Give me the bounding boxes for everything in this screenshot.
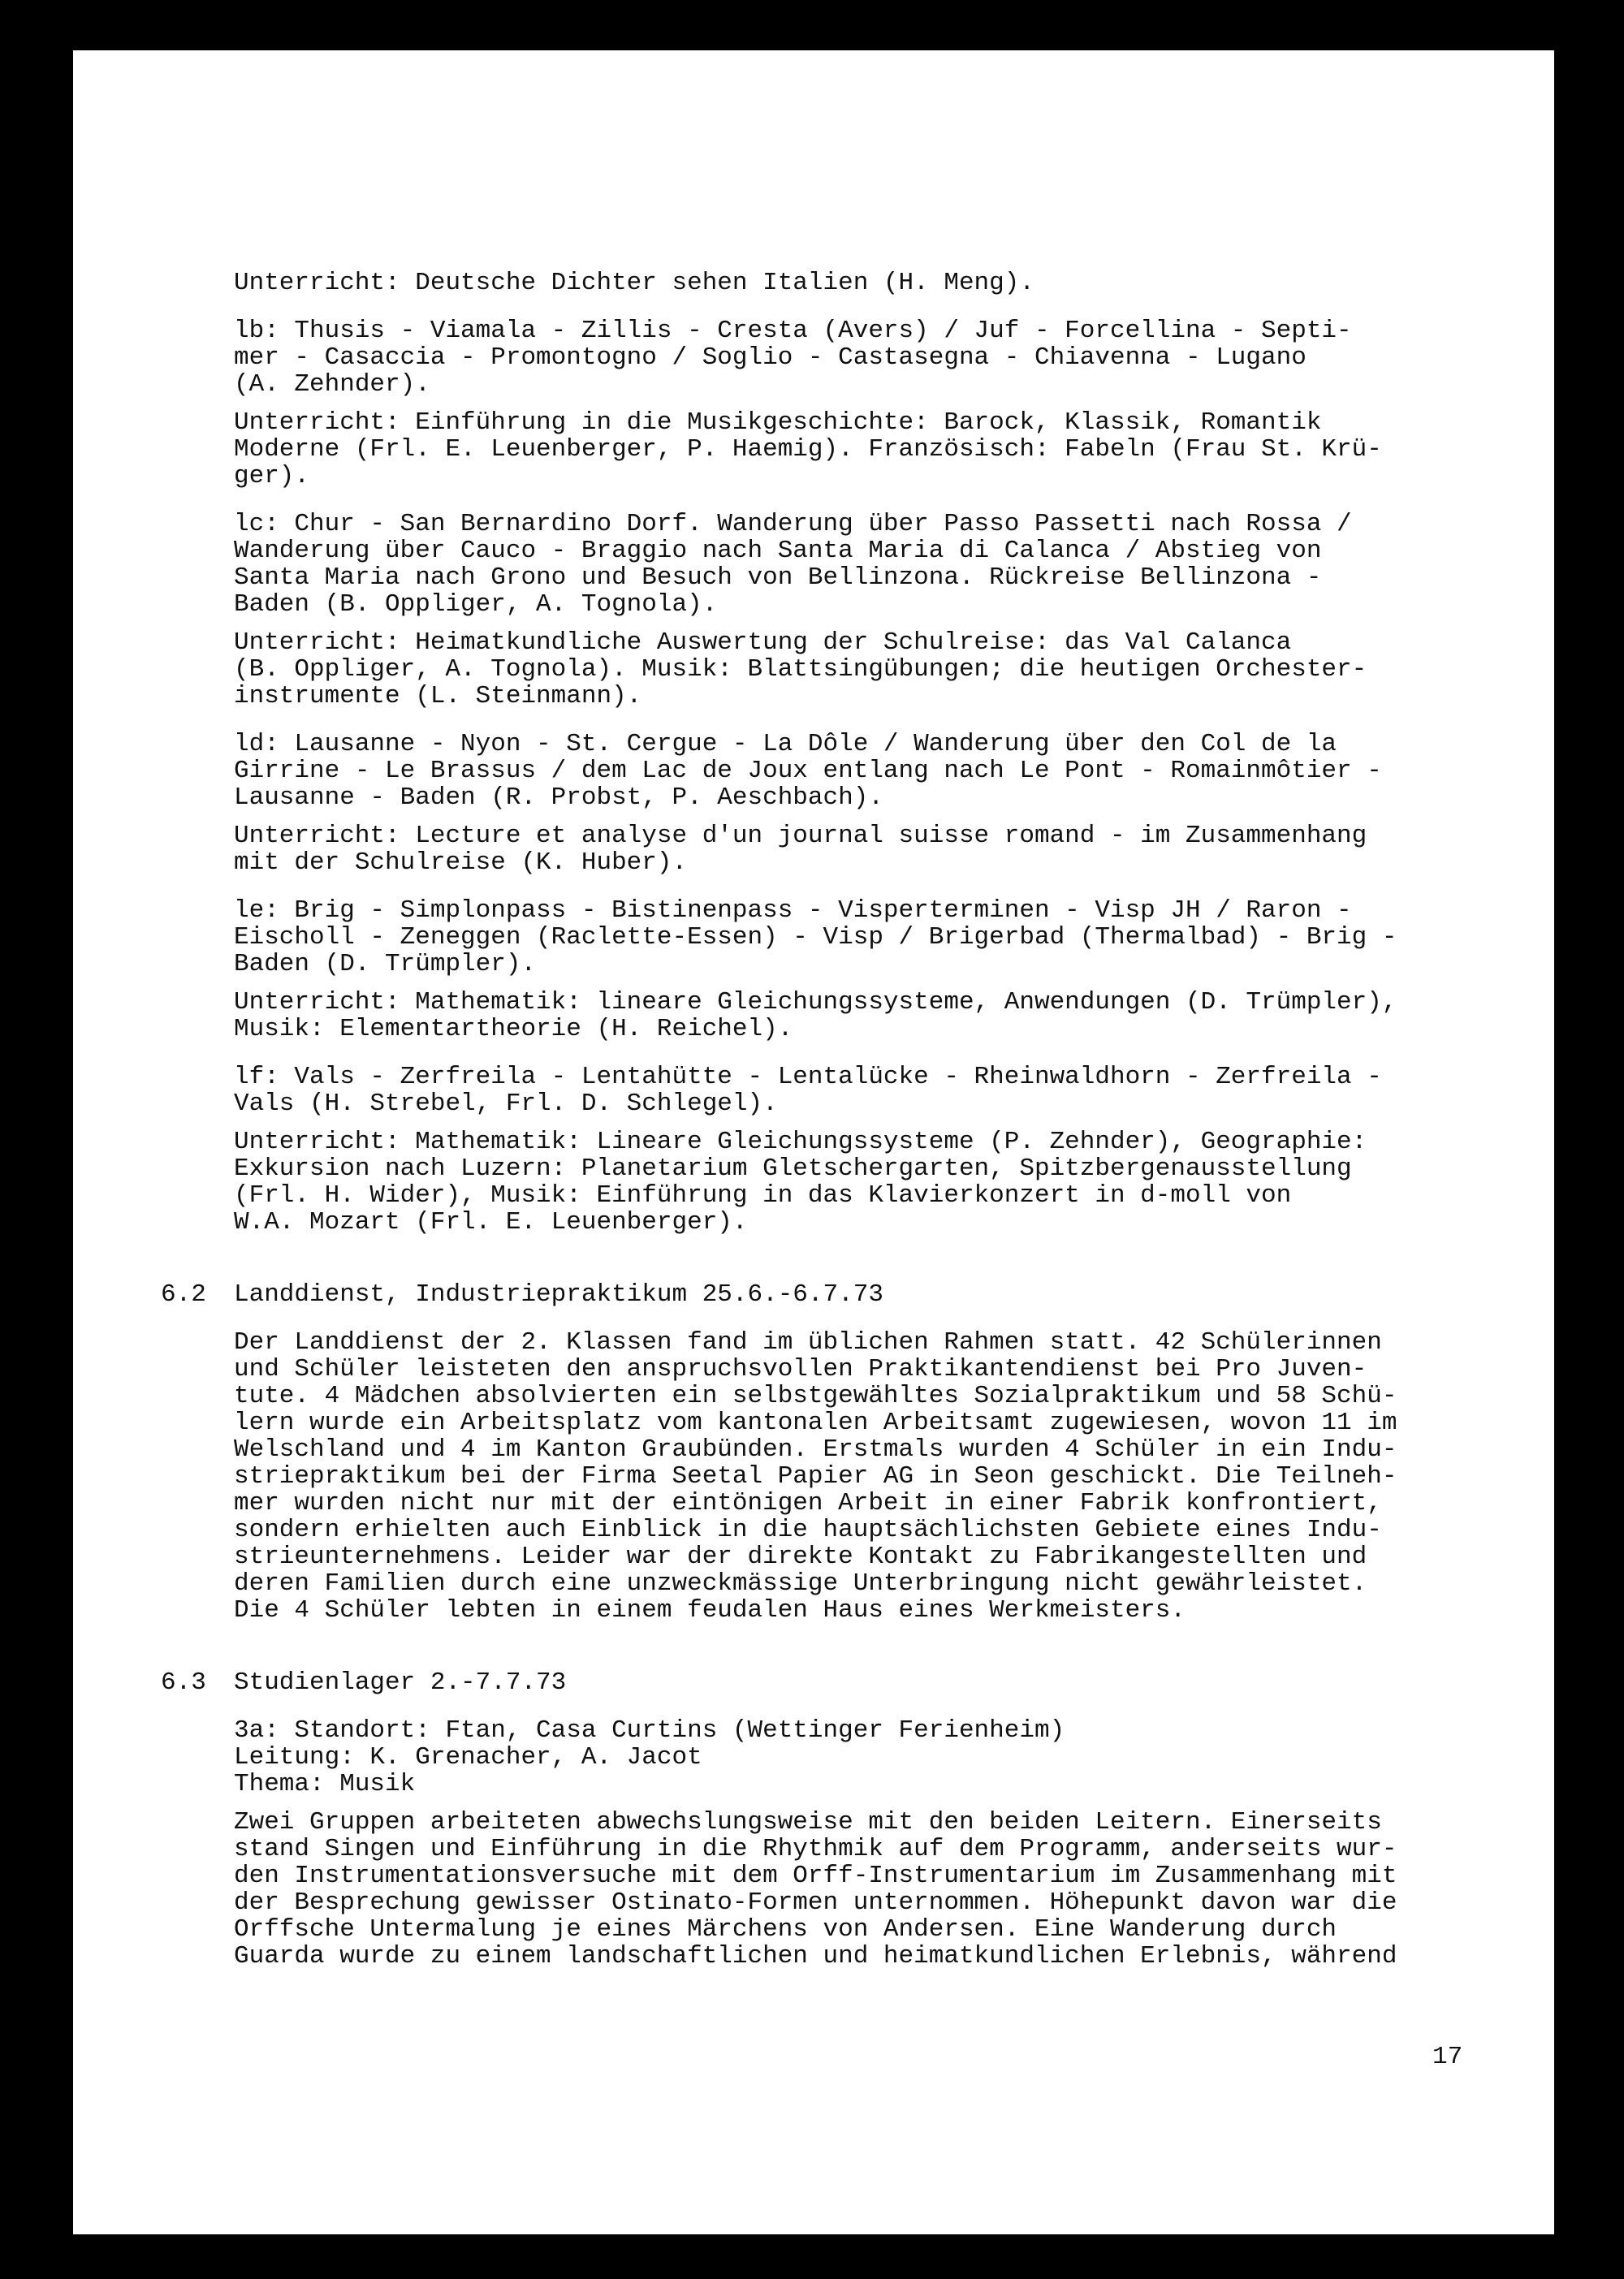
text-line: Moderne (Frl. E. Leuenberger, P. Haemig). Französisch: Fabeln (Frau St. Krü- [234,435,1382,464]
text-line: Lausanne - Baden (R. Probst, P. Aeschbach). [234,783,883,812]
text-line: mit der Schulreise (K. Huber). [234,848,688,877]
trip-entry-lb [234,317,1501,490]
trip-route [234,897,1501,978]
text-line: Orffsche Untermalung je eines Märchens von Andersen. Eine Wanderung durch [234,1915,1337,1944]
document-page [73,50,1554,2234]
text-line: stand Singen und Einführung in die Rhythmik auf dem Programm, anderseits wur- [234,1835,1397,1863]
trip-route [234,511,1501,618]
trip-lesson [234,409,1501,490]
section-paragraph [234,1809,1501,1970]
text-line: lc: Chur - San Bernardino Dorf. Wanderung über Passo Passetti nach Rossa / [234,510,1352,538]
section-number: 6.3 [161,1668,206,1697]
text-line: lf: Vals - Zerfreila - Lentahütte - Lentalücke - Rheinwaldhorn - Zerfreila - [234,1063,1382,1091]
text-line: Baden (D. Trümpler). [234,950,537,978]
text-line: Unterricht: Mathematik: Lineare Gleichungssysteme (P. Zehnder), Geographie: [234,1128,1367,1156]
text-line: Guarda wurde zu einem landschaftlichen und heimatkundlichen Erlebnis, während [234,1942,1397,1970]
text-line: lern wurde ein Arbeitsplatz vom kantonalen Arbeitsamt zugewiesen, wovon 11 im [234,1409,1397,1437]
trip-route [234,1064,1501,1117]
text-line: Unterricht: Heimatkundliche Auswertung der Schulreise: das Val Calanca [234,628,1292,657]
text-line: le: Brig - Simplonpass - Bistinenpass - Visperterminen - Visp JH / Raron - [234,896,1352,925]
trip-lesson [234,989,1501,1042]
intro-lesson [234,270,1501,296]
trip-entry-ld [234,731,1501,876]
page-number: 17 [1432,2043,1463,2071]
text-line: der Besprechung gewisser Ostinato-Formen unternommen. Höhepunkt davon war die [234,1888,1397,1917]
text-line: und Schüler leisteten den anspruchsvollen Praktikantendienst bei Pro Juven- [234,1355,1367,1383]
trip-entry-le [234,897,1501,1042]
section-title: Studienlager 2.-7.7.73 [234,1668,567,1697]
text-line: mer - Casaccia - Promontogno / Soglio - Castasegna - Chiavenna - Lugano [234,343,1307,372]
trip-route [234,731,1501,811]
text-line: instrumente (L. Steinmann). [234,682,642,710]
text-line: strieunternehmens. Leider war der direkte Kontakt zu Fabrikangestellten und [234,1543,1367,1571]
camp-details [234,1717,1501,1798]
trip-entry-lf [234,1064,1501,1236]
text-line: W.A. Mozart (Frl. E. Leuenberger). [234,1208,748,1237]
text-line: Vals (H. Strebel, Frl. D. Schlegel). [234,1090,778,1118]
trip-lesson [234,1129,1501,1236]
trip-route [234,317,1501,398]
text-line: Leitung: K. Grenacher, A. Jacot [234,1743,702,1772]
section-title: Landdienst, Industriepraktikum 25.6.-6.7.73 [234,1280,883,1309]
text-line: Musik: Elementartheorie (H. Reichel). [234,1015,793,1043]
text-line: Girrine - Le Brassus / dem Lac de Joux entlang nach Le Pont - Romainmôtier - [234,757,1382,785]
text-line: Unterricht: Einführung in die Musikgeschichte: Barock, Klassik, Romantik [234,408,1322,437]
text-line: striepraktikum bei der Firma Seetal Papier AG in Seon geschickt. Die Teilneh- [234,1462,1397,1491]
text-line: Baden (B. Oppliger, A. Tognola). [234,590,718,619]
text-line: (A. Zehnder). [234,370,430,399]
text-line: Thema: Musik [234,1770,416,1798]
section-number: 6.2 [161,1280,206,1309]
text-line: Santa Maria nach Grono und Besuch von Bellinzona. Rückreise Bellinzona - [234,563,1322,592]
text-line: Welschland und 4 im Kanton Graubünden. Erstmals wurden 4 Schüler in ein Indu- [234,1435,1397,1464]
text-line: deren Familien durch eine unzweckmässige Unterbringung nicht gewährleistet. [234,1569,1367,1598]
text-line: (Frl. H. Wider), Musik: Einführung in das Klavierkonzert in d-moll von [234,1181,1292,1210]
text-line: Der Landdienst der 2. Klassen fand im üblichen Rahmen statt. 42 Schülerinnen [234,1328,1382,1357]
text-line: ld: Lausanne - Nyon - St. Cergue - La Dôle / Wanderung über den Col de la [234,730,1337,758]
text-line: Unterricht: Lecture et analyse d'un journal suisse romand - im Zusammenhang [234,822,1367,850]
text-line: Unterricht: Mathematik: lineare Gleichungssysteme, Anwendungen (D. Trümpler), [234,988,1397,1016]
page-content [161,269,1501,1970]
text-line: den Instrumentationsversuche mit dem Orff-Instrumentarium im Zusammenhang mit [234,1862,1397,1890]
trip-entry-lc [234,511,1501,710]
text-line: Wanderung über Cauco - Braggio nach Santa Maria di Calanca / Abstieg von [234,537,1322,565]
text-line: Die 4 Schüler lebten in einem feudalen Haus eines Werkmeisters. [234,1596,1186,1625]
text-line: mer wurden nicht nur mit der eintönigen Arbeit in einer Fabrik konfrontiert, [234,1489,1382,1517]
trip-lesson [234,822,1501,876]
section-heading-6-3 [161,1668,1501,1697]
section-paragraph [234,1329,1501,1624]
text-line: Exkursion nach Luzern: Planetarium Gletschergarten, Spitzbergenausstellung [234,1155,1352,1183]
trip-lesson [234,629,1501,710]
text-line: Unterricht: Deutsche Dichter sehen Italien (H. Meng). [234,269,1034,297]
text-line: Zwei Gruppen arbeiteten abwechslungsweise mit den beiden Leitern. Einerseits [234,1808,1382,1837]
text-line: sondern erhielten auch Einblick in die hauptsächlichsten Gebiete eines Indu- [234,1516,1382,1544]
text-line: (B. Oppliger, A. Tognola). Musik: Blattsingübungen; die heutigen Orchester- [234,655,1367,684]
section-heading-6-2 [161,1280,1501,1309]
text-line: 3a: Standort: Ftan, Casa Curtins (Wettinger Ferienheim) [234,1716,1065,1745]
text-line: lb: Thusis - Viamala - Zillis - Cresta (Avers) / Juf - Forcellina - Septi- [234,317,1352,345]
text-line: ger). [234,462,310,490]
text-line: Eischoll - Zeneggen (Raclette-Essen) - Visp / Brigerbad (Thermalbad) - Brig - [234,923,1397,952]
text-line: tute. 4 Mädchen absolvierten ein selbstgewähltes Sozialpraktikum und 58 Schü- [234,1382,1397,1410]
